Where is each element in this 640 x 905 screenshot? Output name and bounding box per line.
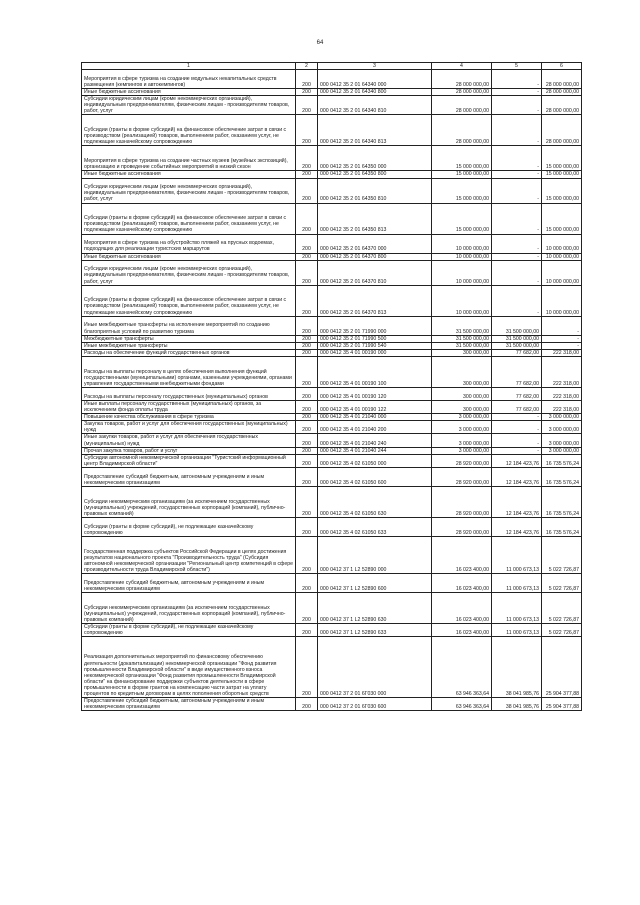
unexecuted-amount-cell: 222 318,00 <box>542 349 582 356</box>
line-code-cell: 200 <box>296 486 318 517</box>
row-name-cell: Мероприятия в сфере туризма на создание модульных некапитальных средств размещения (кемпингов и автокемпингов) <box>82 70 296 89</box>
unexecuted-amount-cell: 15 000 000,00 <box>542 178 582 203</box>
executed-amount-cell: 31 500 000,00 <box>492 335 542 342</box>
budget-code-cell: 000 0412 35 2 01 64340 813 <box>318 115 432 146</box>
budget-code-cell: 000 0412 35 4 02 61050 630 <box>318 486 432 517</box>
line-code-cell: 200 <box>296 592 318 623</box>
approved-amount-cell: 10 000 000,00 <box>432 260 492 285</box>
unexecuted-amount-cell: - <box>542 335 582 342</box>
line-code-cell: 200 <box>296 146 318 171</box>
row-name-cell: Государственная поддержка субъектов Российской Федерации в целях достижения результатов национального проекта "Производительность труда" (Субсидия автономной некоммерческой организации "Региональный центр компетенций в сфере производительности труда Владимирской области") <box>82 536 296 573</box>
column-header: 3 <box>318 63 432 70</box>
approved-amount-cell: 16 023 400,00 <box>432 536 492 573</box>
approved-amount-cell: 3 000 000,00 <box>432 434 492 447</box>
approved-amount-cell: 300 000,00 <box>432 349 492 356</box>
line-code-cell: 200 <box>296 342 318 349</box>
table-row <box>82 592 582 623</box>
row-name-cell: Расходы на обеспечение функций государственных органов <box>82 349 296 356</box>
executed-amount-cell: 77 682,00 <box>492 349 542 356</box>
approved-amount-cell: 28 920 000,00 <box>432 467 492 486</box>
table-row <box>82 698 582 711</box>
row-name-cell: Иные выплаты персоналу государственных (муниципальных) органов, за исключением фонда оплаты труда <box>82 400 296 413</box>
line-code-cell: 200 <box>296 356 318 387</box>
row-name-cell: Иные межбюджетные трансферты на исполнение мероприятий по созданию благоприятных условий по развитию туризма <box>82 316 296 335</box>
line-code-cell: 200 <box>296 400 318 413</box>
budget-code-cell: 000 0412 35 4 01 00190 122 <box>318 400 432 413</box>
table-row <box>82 115 582 146</box>
executed-amount-cell: 77 682,00 <box>492 387 542 400</box>
line-code-cell: 200 <box>296 434 318 447</box>
line-code-cell: 200 <box>296 447 318 454</box>
executed-amount-cell: 12 184 423,76 <box>492 467 542 486</box>
unexecuted-amount-cell: 16 735 576,24 <box>542 454 582 467</box>
table-row <box>82 253 582 260</box>
row-name-cell: Иные закупки товаров, работ и услуг для обеспечения государственных (муниципальных) нужд <box>82 434 296 447</box>
row-name-cell: Субсидии некоммерческим организациям (за исключением государственных (муниципальных) учреждений, государственных корпораций (компаний), публично-правовых компаний) <box>82 486 296 517</box>
approved-amount-cell: 15 000 000,00 <box>432 171 492 178</box>
executed-amount-cell: 31 500 000,00 <box>492 342 542 349</box>
table-row <box>82 414 582 421</box>
table-row <box>82 387 582 400</box>
approved-amount-cell: 15 000 000,00 <box>432 178 492 203</box>
unexecuted-amount-cell: 5 022 726,87 <box>542 536 582 573</box>
executed-amount-cell: 38 041 985,76 <box>492 637 542 698</box>
table-row <box>82 434 582 447</box>
line-code-cell: 200 <box>296 467 318 486</box>
line-code-cell: 200 <box>296 349 318 356</box>
approved-amount-cell: 63 946 363,64 <box>432 637 492 698</box>
row-name-cell: Предоставление субсидий бюджетным, автономным учреждениям и иным некоммерческим организациям <box>82 573 296 592</box>
row-name-cell: Субсидии (гранты в форме субсидий), не подлежащие казначейскому сопровождению <box>82 517 296 536</box>
table-row <box>82 573 582 592</box>
budget-code-cell: 000 0412 35 2 01 64340 800 <box>318 89 432 96</box>
unexecuted-amount-cell: - <box>542 342 582 349</box>
line-code-cell: 200 <box>296 316 318 335</box>
approved-amount-cell: 15 000 000,00 <box>432 146 492 171</box>
table-row <box>82 70 582 89</box>
unexecuted-amount-cell: 15 000 000,00 <box>542 171 582 178</box>
executed-amount-cell: - <box>492 89 542 96</box>
table-row <box>82 89 582 96</box>
row-name-cell: Субсидии (гранты в форме субсидий), не подлежащие казначейскому сопровождению <box>82 623 296 636</box>
unexecuted-amount-cell: 10 000 000,00 <box>542 285 582 316</box>
approved-amount-cell: 28 000 000,00 <box>432 96 492 115</box>
table-row <box>82 260 582 285</box>
line-code-cell: 200 <box>296 96 318 115</box>
unexecuted-amount-cell: 10 000 000,00 <box>542 234 582 253</box>
executed-amount-cell: 38 041 985,76 <box>492 698 542 711</box>
budget-code-cell: 000 0412 35 2 01 64370 813 <box>318 285 432 316</box>
table-row <box>82 316 582 335</box>
executed-amount-cell: 12 184 423,76 <box>492 486 542 517</box>
row-name-cell: Иные межбюджетные трансферты <box>82 342 296 349</box>
line-code-cell: 200 <box>296 234 318 253</box>
unexecuted-amount-cell: 10 000 000,00 <box>542 260 582 285</box>
table-row <box>82 96 582 115</box>
executed-amount-cell: - <box>492 253 542 260</box>
executed-amount-cell: - <box>492 70 542 89</box>
row-name-cell: Субсидии юридическим лицам (кроме некоммерческих организаций), индивидуальным предпринимателям, физическим лицам - производителям товаров, работ, услуг <box>82 178 296 203</box>
approved-amount-cell: 300 000,00 <box>432 356 492 387</box>
table-row <box>82 335 582 342</box>
approved-amount-cell: 300 000,00 <box>432 387 492 400</box>
executed-amount-cell: - <box>492 115 542 146</box>
table-row <box>82 536 582 573</box>
table-row <box>82 454 582 467</box>
line-code-cell: 200 <box>296 387 318 400</box>
table-row <box>82 486 582 517</box>
unexecuted-amount-cell: 16 735 576,24 <box>542 467 582 486</box>
approved-amount-cell: 10 000 000,00 <box>432 285 492 316</box>
row-name-cell: Субсидии (гранты в форме субсидий) на финансовое обеспечение затрат в связи с производством (реализацией) товаров, выполнением работ, оказанием услуг, не подлежащие казначейскому сопровождению <box>82 285 296 316</box>
executed-amount-cell: - <box>492 203 542 234</box>
executed-amount-cell: 11 000 673,13 <box>492 536 542 573</box>
approved-amount-cell: 3 000 000,00 <box>432 421 492 434</box>
line-code-cell: 200 <box>296 623 318 636</box>
unexecuted-amount-cell: 16 735 576,24 <box>542 517 582 536</box>
budget-code-cell: 000 0412 35 2 01 71990 000 <box>318 316 432 335</box>
column-header: 1 <box>82 63 296 70</box>
unexecuted-amount-cell: 3 000 000,00 <box>542 414 582 421</box>
executed-amount-cell: - <box>492 285 542 316</box>
column-header: 5 <box>492 63 542 70</box>
budget-code-cell: 000 0412 35 2 01 64350 800 <box>318 171 432 178</box>
executed-amount-cell: 31 500 000,00 <box>492 316 542 335</box>
approved-amount-cell: 31 500 000,00 <box>432 342 492 349</box>
unexecuted-amount-cell: 222 318,00 <box>542 400 582 413</box>
executed-amount-cell: - <box>492 434 542 447</box>
unexecuted-amount-cell: 28 000 000,00 <box>542 89 582 96</box>
unexecuted-amount-cell: 25 904 377,88 <box>542 698 582 711</box>
executed-amount-cell: 11 000 673,13 <box>492 623 542 636</box>
unexecuted-amount-cell: 15 000 000,00 <box>542 146 582 171</box>
unexecuted-amount-cell: 15 000 000,00 <box>542 203 582 234</box>
unexecuted-amount-cell: 10 000 000,00 <box>542 253 582 260</box>
budget-code-cell: 000 0412 37 2 01 6Г030 600 <box>318 698 432 711</box>
budget-code-cell: 000 0412 37 1 L2 52890 633 <box>318 623 432 636</box>
budget-code-cell: 000 0412 35 2 01 64370 810 <box>318 260 432 285</box>
executed-amount-cell: - <box>492 414 542 421</box>
row-name-cell: Расходы на выплаты персоналу государственных (муниципальных) органов <box>82 387 296 400</box>
unexecuted-amount-cell: 222 318,00 <box>542 387 582 400</box>
row-name-cell: Межбюджетные трансферты <box>82 335 296 342</box>
budget-code-cell: 000 0412 35 2 01 64370 800 <box>318 253 432 260</box>
unexecuted-amount-cell: 28 000 000,00 <box>542 115 582 146</box>
unexecuted-amount-cell: 16 735 576,24 <box>542 486 582 517</box>
budget-code-cell: 000 0412 37 1 L2 52890 630 <box>318 592 432 623</box>
line-code-cell: 200 <box>296 421 318 434</box>
budget-code-cell: 000 0412 35 4 02 61050 000 <box>318 454 432 467</box>
approved-amount-cell: 16 023 400,00 <box>432 592 492 623</box>
approved-amount-cell: 28 920 000,00 <box>432 517 492 536</box>
approved-amount-cell: 31 500 000,00 <box>432 335 492 342</box>
row-name-cell: Предоставление субсидий бюджетным, автономным учреждениям и иным некоммерческим организациям <box>82 467 296 486</box>
approved-amount-cell: 63 946 363,64 <box>432 698 492 711</box>
budget-code-cell: 000 0412 35 4 01 21040 244 <box>318 447 432 454</box>
approved-amount-cell: 300 000,00 <box>432 400 492 413</box>
table-row <box>82 349 582 356</box>
unexecuted-amount-cell: 3 000 000,00 <box>542 447 582 454</box>
budget-code-cell: 000 0412 35 2 01 71990 540 <box>318 342 432 349</box>
unexecuted-amount-cell: 5 022 726,87 <box>542 592 582 623</box>
line-code-cell: 200 <box>296 698 318 711</box>
approved-amount-cell: 3 000 000,00 <box>432 447 492 454</box>
column-header: 4 <box>432 63 492 70</box>
table-body <box>82 70 582 711</box>
line-code-cell: 200 <box>296 414 318 421</box>
executed-amount-cell: - <box>492 146 542 171</box>
table-header-row <box>82 63 582 70</box>
executed-amount-cell: - <box>492 260 542 285</box>
budget-code-cell: 000 0412 37 2 01 6Г030 000 <box>318 637 432 698</box>
budget-code-cell: 000 0412 35 4 01 21040 000 <box>318 414 432 421</box>
approved-amount-cell: 10 000 000,00 <box>432 253 492 260</box>
line-code-cell: 200 <box>296 178 318 203</box>
budget-code-cell: 000 0412 35 2 01 64350 810 <box>318 178 432 203</box>
line-code-cell: 200 <box>296 517 318 536</box>
budget-code-cell: 000 0412 35 4 01 21040 240 <box>318 434 432 447</box>
line-code-cell: 200 <box>296 89 318 96</box>
unexecuted-amount-cell: - <box>542 316 582 335</box>
table-row <box>82 637 582 698</box>
line-code-cell: 200 <box>296 335 318 342</box>
row-name-cell: Иные бюджетные ассигнования <box>82 253 296 260</box>
row-name-cell: Субсидии юридическим лицам (кроме некоммерческих организаций), индивидуальным предпринимателям, физическим лицам - производителям товаров, работ, услуг <box>82 96 296 115</box>
column-header: 6 <box>542 63 582 70</box>
budget-code-cell: 000 0412 35 4 01 00190 120 <box>318 387 432 400</box>
budget-code-cell: 000 0412 35 4 01 21040 200 <box>318 421 432 434</box>
executed-amount-cell: - <box>492 447 542 454</box>
executed-amount-cell: - <box>492 96 542 115</box>
budget-code-cell: 000 0412 35 4 01 00190 100 <box>318 356 432 387</box>
line-code-cell: 200 <box>296 171 318 178</box>
executed-amount-cell: 12 184 423,76 <box>492 517 542 536</box>
row-name-cell: Реализация дополнительных мероприятий по финансовому обеспечению деятельности (докапитализации) некоммерческой организации "Фонд развития промышленности Владимирской области" в виде имущественного взноса некоммерческой организации "Фонд развития промышленности Владимирской области" на финансирование поддержки субъектов деятельности в сфере промышленности в форме грантов на компенсацию части затрат на уплату процентов по кредитным договорам в целях пополнения оборотных средств <box>82 637 296 698</box>
table-row <box>82 447 582 454</box>
executed-amount-cell: - <box>492 234 542 253</box>
approved-amount-cell: 3 000 000,00 <box>432 414 492 421</box>
budget-code-cell: 000 0412 35 2 01 71990 500 <box>318 335 432 342</box>
line-code-cell: 200 <box>296 536 318 573</box>
table-row <box>82 421 582 434</box>
executed-amount-cell: - <box>492 178 542 203</box>
approved-amount-cell: 28 000 000,00 <box>432 70 492 89</box>
executed-amount-cell: 11 000 673,13 <box>492 592 542 623</box>
row-name-cell: Мероприятия в сфере туризма на обустройство пляжей на прусных водоемах, подходящих для реализации туристских маршрутов <box>82 234 296 253</box>
table-row <box>82 178 582 203</box>
row-name-cell: Иные бюджетные ассигнования <box>82 171 296 178</box>
line-code-cell: 200 <box>296 454 318 467</box>
executed-amount-cell: 12 184 423,76 <box>492 454 542 467</box>
budget-code-cell: 000 0412 35 2 01 64340 810 <box>318 96 432 115</box>
budget-code-cell: 000 0412 35 2 01 64350 813 <box>318 203 432 234</box>
executed-amount-cell: 77 682,00 <box>492 400 542 413</box>
executed-amount-cell: 77 682,00 <box>492 356 542 387</box>
table-row <box>82 146 582 171</box>
line-code-cell: 200 <box>296 115 318 146</box>
table-row <box>82 342 582 349</box>
table-row <box>82 623 582 636</box>
unexecuted-amount-cell: 3 000 000,00 <box>542 421 582 434</box>
approved-amount-cell: 28 920 000,00 <box>432 454 492 467</box>
approved-amount-cell: 28 920 000,00 <box>432 486 492 517</box>
line-code-cell: 200 <box>296 203 318 234</box>
unexecuted-amount-cell: 25 904 377,88 <box>542 637 582 698</box>
approved-amount-cell: 31 500 000,00 <box>432 316 492 335</box>
approved-amount-cell: 28 000 000,00 <box>432 89 492 96</box>
table-row <box>82 517 582 536</box>
row-name-cell: Предоставление субсидий бюджетным, автономным учреждениям и иным некоммерческим организациям <box>82 698 296 711</box>
line-code-cell: 200 <box>296 285 318 316</box>
approved-amount-cell: 15 000 000,00 <box>432 203 492 234</box>
line-code-cell: 200 <box>296 637 318 698</box>
line-code-cell: 200 <box>296 70 318 89</box>
budget-code-cell: 000 0412 35 2 01 64370 000 <box>318 234 432 253</box>
budget-code-cell: 000 0412 35 4 02 61050 600 <box>318 467 432 486</box>
line-code-cell: 200 <box>296 573 318 592</box>
unexecuted-amount-cell: 28 000 000,00 <box>542 96 582 115</box>
unexecuted-amount-cell: 5 022 726,87 <box>542 623 582 636</box>
executed-amount-cell: - <box>492 421 542 434</box>
row-name-cell: Повышение качества обслуживания в сфере туризма <box>82 414 296 421</box>
unexecuted-amount-cell: 5 022 726,87 <box>542 573 582 592</box>
budget-code-cell: 000 0412 35 2 01 64350 000 <box>318 146 432 171</box>
line-code-cell: 200 <box>296 260 318 285</box>
row-name-cell: Мероприятия в сфере туризма на создание частных музеев (музейных экспозиций), организацию и проведение событийных мероприятий в низкий сезон <box>82 146 296 171</box>
budget-code-cell: 000 0412 37 1 L2 52890 600 <box>318 573 432 592</box>
table-row <box>82 171 582 178</box>
column-header: 2 <box>296 63 318 70</box>
row-name-cell: Расходы на выплаты персоналу в целях обеспечения выполнения функций государственными (муниципальными) органами, казенными учреждениями, органами управления государственными внебюджетными фондами <box>82 356 296 387</box>
unexecuted-amount-cell: 222 318,00 <box>542 356 582 387</box>
approved-amount-cell: 16 023 400,00 <box>432 623 492 636</box>
row-name-cell: Закупка товаров, работ и услуг для обеспечения государственных (муниципальных) нужд <box>82 421 296 434</box>
table-row <box>82 285 582 316</box>
budget-code-cell: 000 0412 37 1 L2 52890 000 <box>318 536 432 573</box>
table-row <box>82 356 582 387</box>
row-name-cell: Субсидии некоммерческим организациям (за исключением государственных (муниципальных) учреждений, государственных корпораций (компаний), публично-правовых компаний) <box>82 592 296 623</box>
budget-code-cell: 000 0412 35 2 01 64340 000 <box>318 70 432 89</box>
line-code-cell: 200 <box>296 253 318 260</box>
approved-amount-cell: 28 000 000,00 <box>432 115 492 146</box>
table-row <box>82 203 582 234</box>
budget-table <box>81 62 582 711</box>
executed-amount-cell: - <box>492 171 542 178</box>
row-name-cell: Субсидии автономной некоммерческой организации "Туристский информационный центр Владимирской области" <box>82 454 296 467</box>
approved-amount-cell: 16 023 400,00 <box>432 573 492 592</box>
budget-code-cell: 000 0412 35 4 01 00190 000 <box>318 349 432 356</box>
approved-amount-cell: 10 000 000,00 <box>432 234 492 253</box>
row-name-cell: Субсидии (гранты в форме субсидий) на финансовое обеспечение затрат в связи с производством (реализацией) товаров, выполнением работ, оказанием услуг, не подлежащие казначейскому сопровождению <box>82 115 296 146</box>
table-row <box>82 234 582 253</box>
row-name-cell: Иные бюджетные ассигнования <box>82 89 296 96</box>
unexecuted-amount-cell: 28 000 000,00 <box>542 70 582 89</box>
row-name-cell: Прочая закупка товаров, работ и услуг <box>82 447 296 454</box>
table-row <box>82 467 582 486</box>
page-number: 64 <box>316 40 324 46</box>
table-row <box>82 400 582 413</box>
row-name-cell: Субсидии юридическим лицам (кроме некоммерческих организаций), индивидуальным предпринимателям, физическим лицам - производителям товаров, работ, услуг <box>82 260 296 285</box>
row-name-cell: Субсидии (гранты в форме субсидий) на финансовое обеспечение затрат в связи с производством (реализацией) товаров, выполнением работ, оказанием услуг, не подлежащие казначейскому сопровождению <box>82 203 296 234</box>
unexecuted-amount-cell: 3 000 000,00 <box>542 434 582 447</box>
budget-code-cell: 000 0412 35 4 02 61050 633 <box>318 517 432 536</box>
executed-amount-cell: 11 000 673,13 <box>492 573 542 592</box>
